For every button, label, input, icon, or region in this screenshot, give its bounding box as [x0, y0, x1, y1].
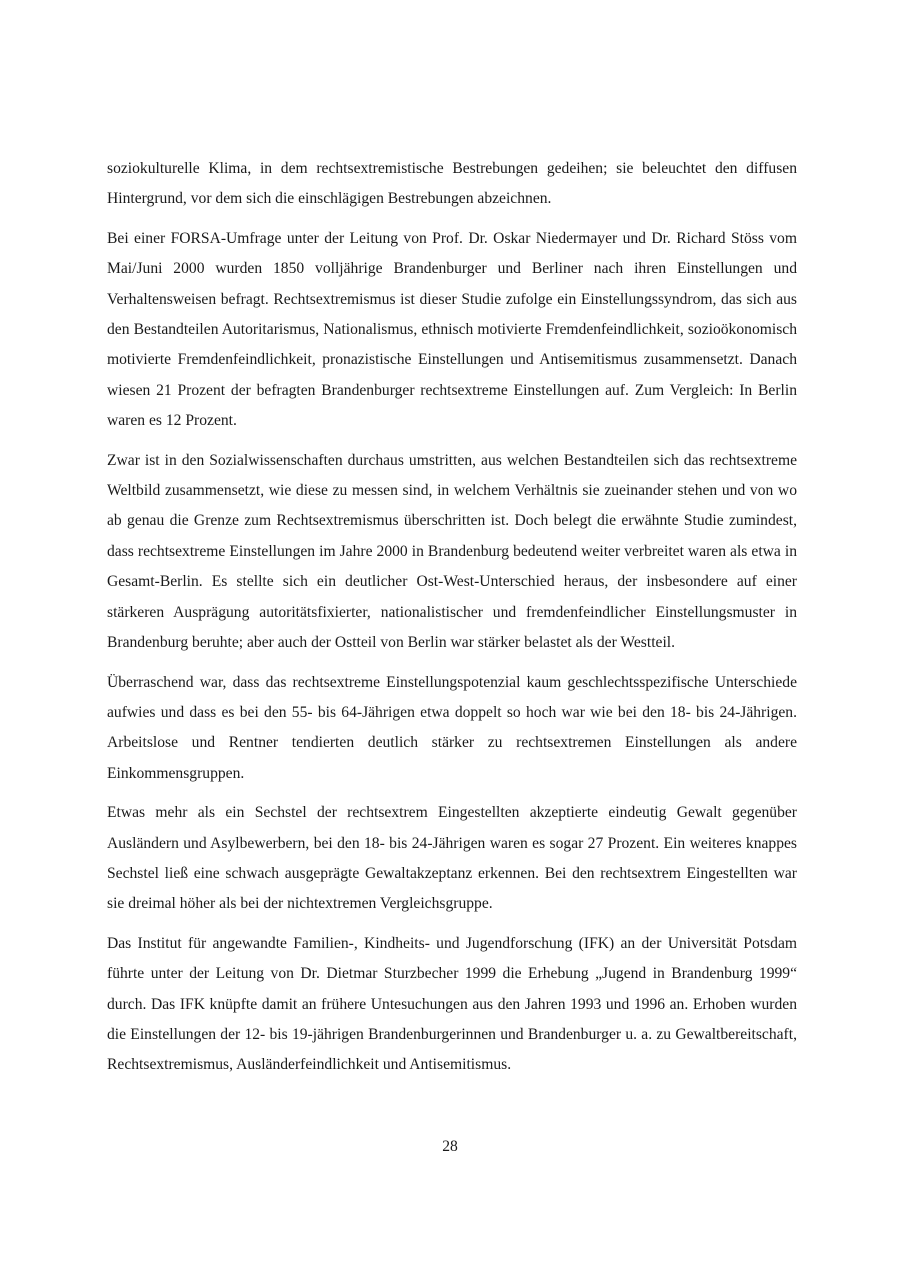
paragraph-1: soziokulturelle Klima, in dem rechtsextremistische Bestrebungen gedeihen; sie beleuchtet den diffusen Hintergrund, vor dem sich die einschlägigen Bestrebungen abzeichnen.: [107, 160, 797, 208]
paragraph-2: Bei einer FORSA-Umfrage unter der Leitung von Prof. Dr. Oskar Niedermayer und Dr. Richard Stöss vom Mai/Juni 2000 wurden 1850 volljährige Brandenburger und Berliner nach ihren Einstellungen und Verhaltensweisen befragt. Rechtsextremismus ist dieser Studie zufolge ein Einstellungssyndrom, das sich aus den Bestandteilen Autoritarismus, Nationalismus, ethnisch motivierte Fremdenfeindlichkeit, sozioökonomisch motivierte Fremdenfeindlichkeit, pronazistische Einstellungen und Antisemitismus zusammensetzt. Danach wiesen 21 Prozent der befragten Brandenburger rechtsextreme Einstellungen auf. Zum Vergleich: In Berlin waren es 12 Prozent.: [107, 229, 797, 430]
paragraph-3: Zwar ist in den Sozialwissenschaften durchaus umstritten, aus welchen Bestandteilen sich das rechtsextreme Weltbild zusammensetzt, wie diese zu messen sind, in welchem Verhältnis sie zueinander stehen und von wo ab genau die Grenze zum Rechtsextremismus überschritten ist. Doch belegt die erwähnte Studie zumindest, dass rechtsextreme Einstellungen im Jahre 2000 in Brandenburg bedeutend weiter verbreitet waren als etwa in Gesamt-Berlin. Es stellte sich ein deutlicher Ost-West-Unterschied heraus, der insbesondere auf einer stärkeren Ausprägung autoritätsfixierter, nationalistischer und fremdenfeindlicher Einstellungsmuster in Brandenburg beruhte; aber auch der Ostteil von Berlin war stärker belastet als der Westteil.: [107, 451, 797, 652]
body-text: [107, 154, 797, 1090]
page-number: 28: [442, 1138, 458, 1155]
paragraph-4: Überraschend war, dass das rechtsextreme Einstellungspotenzial kaum geschlechtsspezifische Unterschiede aufwies und dass es bei den 55- bis 64-Jährigen etwa doppelt so hoch war wie bei den 18- bis 24-Jährigen. Arbeitslose und Rentner tendierten deutlich stärker zu rechtsextremen Einstellungen als andere Einkommensgruppen.: [107, 673, 797, 782]
paragraph-5: Etwas mehr als ein Sechstel der rechtsextrem Eingestellten akzeptierte eindeutig Gewalt gegenüber Ausländern und Asylbewerbern, bei den 18- bis 24-Jährigen waren es sogar 27 Prozent. Ein weiteres knappes Sechstel ließ eine schwach ausgeprägte Gewaltakzeptanz erkennen. Bei den rechtsextrem Eingestellten war sie dreimal höher als bei der nichtextremen Vergleichsgruppe.: [107, 804, 797, 913]
paragraph-6: Das Institut für angewandte Familien-, Kindheits- und Jugendforschung (IFK) an der Universität Potsdam führte unter der Leitung von Dr. Dietmar Sturzbecher 1999 die Erhebung „Jugend in Brandenburg 1999“ durch. Das IFK knüpfte damit an frühere Untesuchungen aus den Jahren 1993 und 1996 an. Erhoben wurden die Einstellungen der 12- bis 19-jährigen Brandenburgerinnen und Brandenburger u. a. zu Gewaltbereitschaft, Rechtsextremismus, Ausländerfeindlichkeit und Antisemitismus.: [107, 934, 797, 1074]
